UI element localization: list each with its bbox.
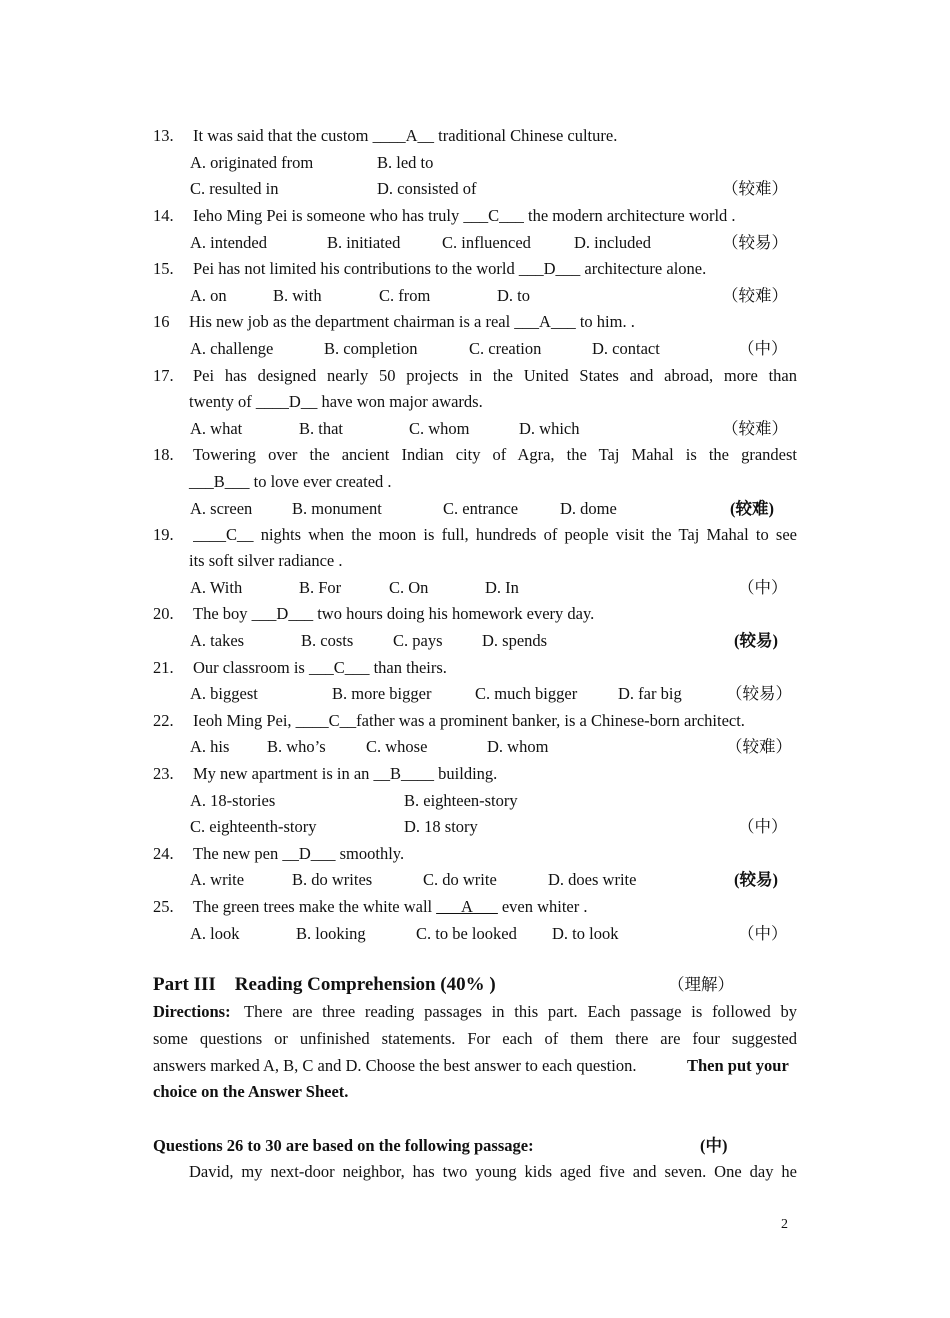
question-stem-line-1: Towering over the ancient Indian city of Agra, the Taj Mahal is the grandest: [193, 445, 797, 464]
difficulty-tag: （中）: [738, 817, 788, 836]
option-c: C. eighteenth-story: [190, 817, 317, 836]
option-c: C. from: [379, 286, 431, 305]
part-3-tag: （理解）: [668, 975, 734, 994]
passage-intro-row: [0, 1134, 950, 1158]
option-d: D. which: [519, 419, 580, 438]
part-3-heading-row: [0, 971, 950, 999]
question-23-options-row-2: [0, 815, 950, 839]
option-d: D. to: [497, 286, 530, 305]
question-18: [0, 443, 950, 467]
question-18-stem-line-2: [0, 470, 950, 494]
option-c: C. On: [389, 578, 429, 597]
question-15: [0, 257, 950, 281]
option-b: B. looking: [296, 924, 366, 943]
option-b: B. For: [299, 578, 342, 597]
option-c: C. to be looked: [416, 924, 517, 943]
question-stem: It was said that the custom ____A__ traditional Chinese culture.: [193, 126, 618, 145]
question-number: 20.: [153, 604, 174, 623]
directions-line-1: [0, 1000, 950, 1024]
passage-text-1: David, my next-door neighbor, has two young kids aged five and seven. One day he: [189, 1162, 797, 1181]
option-d: D. spends: [482, 631, 548, 650]
question-number: 25.: [153, 897, 174, 916]
question-14: [0, 204, 950, 228]
question-20-options: [0, 629, 950, 653]
question-stem-line-2: twenty of ____D__ have won major awards.: [189, 392, 483, 411]
question-stem-after-blank: even whiter .: [497, 897, 588, 916]
option-a: A. takes: [190, 631, 245, 650]
difficulty-tag: （中）: [738, 578, 788, 597]
option-b: B. that: [299, 419, 343, 438]
option-b: B. eighteen-story: [404, 791, 518, 810]
difficulty-tag: （较易）: [726, 684, 792, 703]
question-stem-before-blank: The green trees make the white wall: [193, 897, 437, 916]
option-c: C. whose: [366, 737, 428, 756]
part-3-heading: Part III Reading Comprehension (40% ): [153, 974, 496, 995]
question-stem: Ieho Ming Pei is someone who has truly ___C___ the modern architecture world .: [193, 206, 736, 225]
question-17-stem-line-2: [0, 390, 950, 414]
page-number: 2: [781, 1217, 788, 1232]
difficulty-tag: （较易）: [722, 233, 788, 252]
option-c: C. do write: [423, 870, 497, 889]
question-stem: His new job as the department chairman is a real ___A___ to him. .: [189, 312, 635, 331]
option-a: A. write: [190, 870, 245, 889]
question-number: 17.: [153, 366, 174, 385]
option-d: D. whom: [487, 737, 549, 756]
question-number: 13.: [153, 126, 174, 145]
option-c: C. resulted in: [190, 179, 279, 198]
option-b: B. do writes: [292, 870, 373, 889]
question-19: [0, 523, 950, 547]
passage-line-1: [0, 1160, 950, 1184]
question-19-options: [0, 576, 950, 600]
option-a: A. his: [190, 737, 230, 756]
question-25: [0, 895, 950, 919]
difficulty-tag: （较难）: [726, 737, 792, 756]
option-c: C. creation: [469, 339, 542, 358]
option-a: A. what: [190, 419, 243, 438]
option-c: C. entrance: [443, 499, 519, 518]
option-d: D. to look: [552, 924, 619, 943]
question-16-options: [0, 337, 950, 361]
option-a: A. With: [190, 578, 243, 597]
difficulty-tag: （中）: [738, 339, 788, 358]
question-13-options-row-2: [0, 177, 950, 201]
option-b: B. completion: [324, 339, 418, 358]
question-17: [0, 364, 950, 388]
directions-line-2: [0, 1027, 950, 1051]
option-d: D. contact: [592, 339, 660, 358]
option-a: A. look: [190, 924, 240, 943]
option-d: D. does write: [548, 870, 637, 889]
difficulty-tag: （中）: [738, 924, 788, 943]
directions-label: Directions:: [153, 1002, 231, 1021]
option-b: B. who’s: [267, 737, 326, 756]
question-13-options-row-1: [0, 151, 950, 175]
question-stem-line-1: ____C__ nights when the moon is full, hundreds of people visit the Taj Mahal to see: [193, 525, 797, 544]
option-b: B. led to: [377, 153, 434, 172]
question-number: 22.: [153, 711, 174, 730]
option-b: B. with: [273, 286, 322, 305]
option-c: C. influenced: [442, 233, 531, 252]
directions-line-4: [0, 1080, 950, 1104]
option-d: D. 18 story: [404, 817, 478, 836]
option-a: A. 18-stories: [190, 791, 276, 810]
question-17-options: [0, 417, 950, 441]
directions-text-3: answers marked A, B, C and D. Choose the best answer to each question.: [153, 1056, 637, 1075]
option-b: B. more bigger: [332, 684, 432, 703]
option-c: C. whom: [409, 419, 470, 438]
directions-text-1: There are three reading passages in this part. Each passage is followed by: [244, 1002, 797, 1021]
question-number: 15.: [153, 259, 174, 278]
option-d: D. In: [485, 578, 519, 597]
passage-tag: (中): [700, 1136, 728, 1155]
difficulty-tag: （较难）: [722, 419, 788, 438]
question-16: [0, 310, 950, 334]
question-22-options: [0, 735, 950, 759]
directions-text-2: some questions or unfinished statements. For each of them there are four suggested: [153, 1029, 797, 1048]
directions-text-4-bold: choice on the Answer Sheet.: [153, 1082, 349, 1101]
option-b: B. costs: [301, 631, 354, 650]
passage-intro: Questions 26 to 30 are based on the following passage:: [153, 1136, 534, 1155]
question-number: 14.: [153, 206, 174, 225]
option-c: C. pays: [393, 631, 443, 650]
question-number: 19.: [153, 525, 174, 544]
option-a: A. intended: [190, 233, 267, 252]
question-25-options: [0, 922, 950, 946]
question-13: [0, 124, 950, 148]
question-15-options: [0, 284, 950, 308]
option-a: A. challenge: [190, 339, 274, 358]
option-c: C. much bigger: [475, 684, 578, 703]
option-d: D. far big: [618, 684, 682, 703]
question-14-options: [0, 231, 950, 255]
question-number: 18.: [153, 445, 174, 464]
directions-text-3-bold: Then put your: [687, 1056, 789, 1075]
option-d: D. included: [574, 233, 651, 252]
question-20: [0, 602, 950, 626]
difficulty-tag: (较难): [730, 499, 774, 518]
question-stem: The new pen __D___ smoothly.: [193, 844, 405, 863]
question-number: 16: [153, 312, 170, 331]
question-number: 21.: [153, 658, 174, 677]
difficulty-tag: (较易): [734, 870, 778, 889]
option-d: D. consisted of: [377, 179, 477, 198]
question-stem: Pei has not limited his contributions to the world ___D___ architecture alone.: [193, 259, 707, 278]
question-stem: Ieoh Ming Pei, ____C__father was a prominent banker, is a Chinese-born architect.: [193, 711, 745, 730]
difficulty-tag: （较难）: [722, 179, 788, 198]
question-19-stem-line-2: [0, 549, 950, 573]
question-number: 24.: [153, 844, 174, 863]
difficulty-tag: （较难）: [722, 286, 788, 305]
question-21-options: [0, 682, 950, 706]
question-number: 23.: [153, 764, 174, 783]
question-stem: My new apartment is in an __B____ building.: [193, 764, 498, 783]
option-b: B. initiated: [327, 233, 401, 252]
question-23-options-row-1: [0, 789, 950, 813]
option-a: A. biggest: [190, 684, 258, 703]
question-21: [0, 656, 950, 680]
option-d: D. dome: [560, 499, 617, 518]
question-stem-line-2: ___B___ to love ever created .: [189, 472, 392, 491]
option-a: A. screen: [190, 499, 253, 518]
difficulty-tag: (较易): [734, 631, 778, 650]
question-stem: [193, 895, 588, 919]
answer-blank: ___A___: [436, 897, 498, 916]
question-stem: The boy ___D___ two hours doing his homework every day.: [193, 604, 595, 623]
question-24: [0, 842, 950, 866]
question-stem-line-1: Pei has designed nearly 50 projects in the United States and abroad, more than: [193, 366, 797, 385]
question-stem-line-2: its soft silver radiance .: [189, 551, 343, 570]
question-stem: Our classroom is ___C___ than theirs.: [193, 658, 447, 677]
question-23: [0, 762, 950, 786]
option-b: B. monument: [292, 499, 382, 518]
question-24-options: [0, 868, 950, 892]
question-22: [0, 709, 950, 733]
directions-line-3: [0, 1054, 950, 1078]
option-a: A. on: [190, 286, 227, 305]
question-18-options: [0, 497, 950, 521]
option-a: A. originated from: [190, 153, 314, 172]
